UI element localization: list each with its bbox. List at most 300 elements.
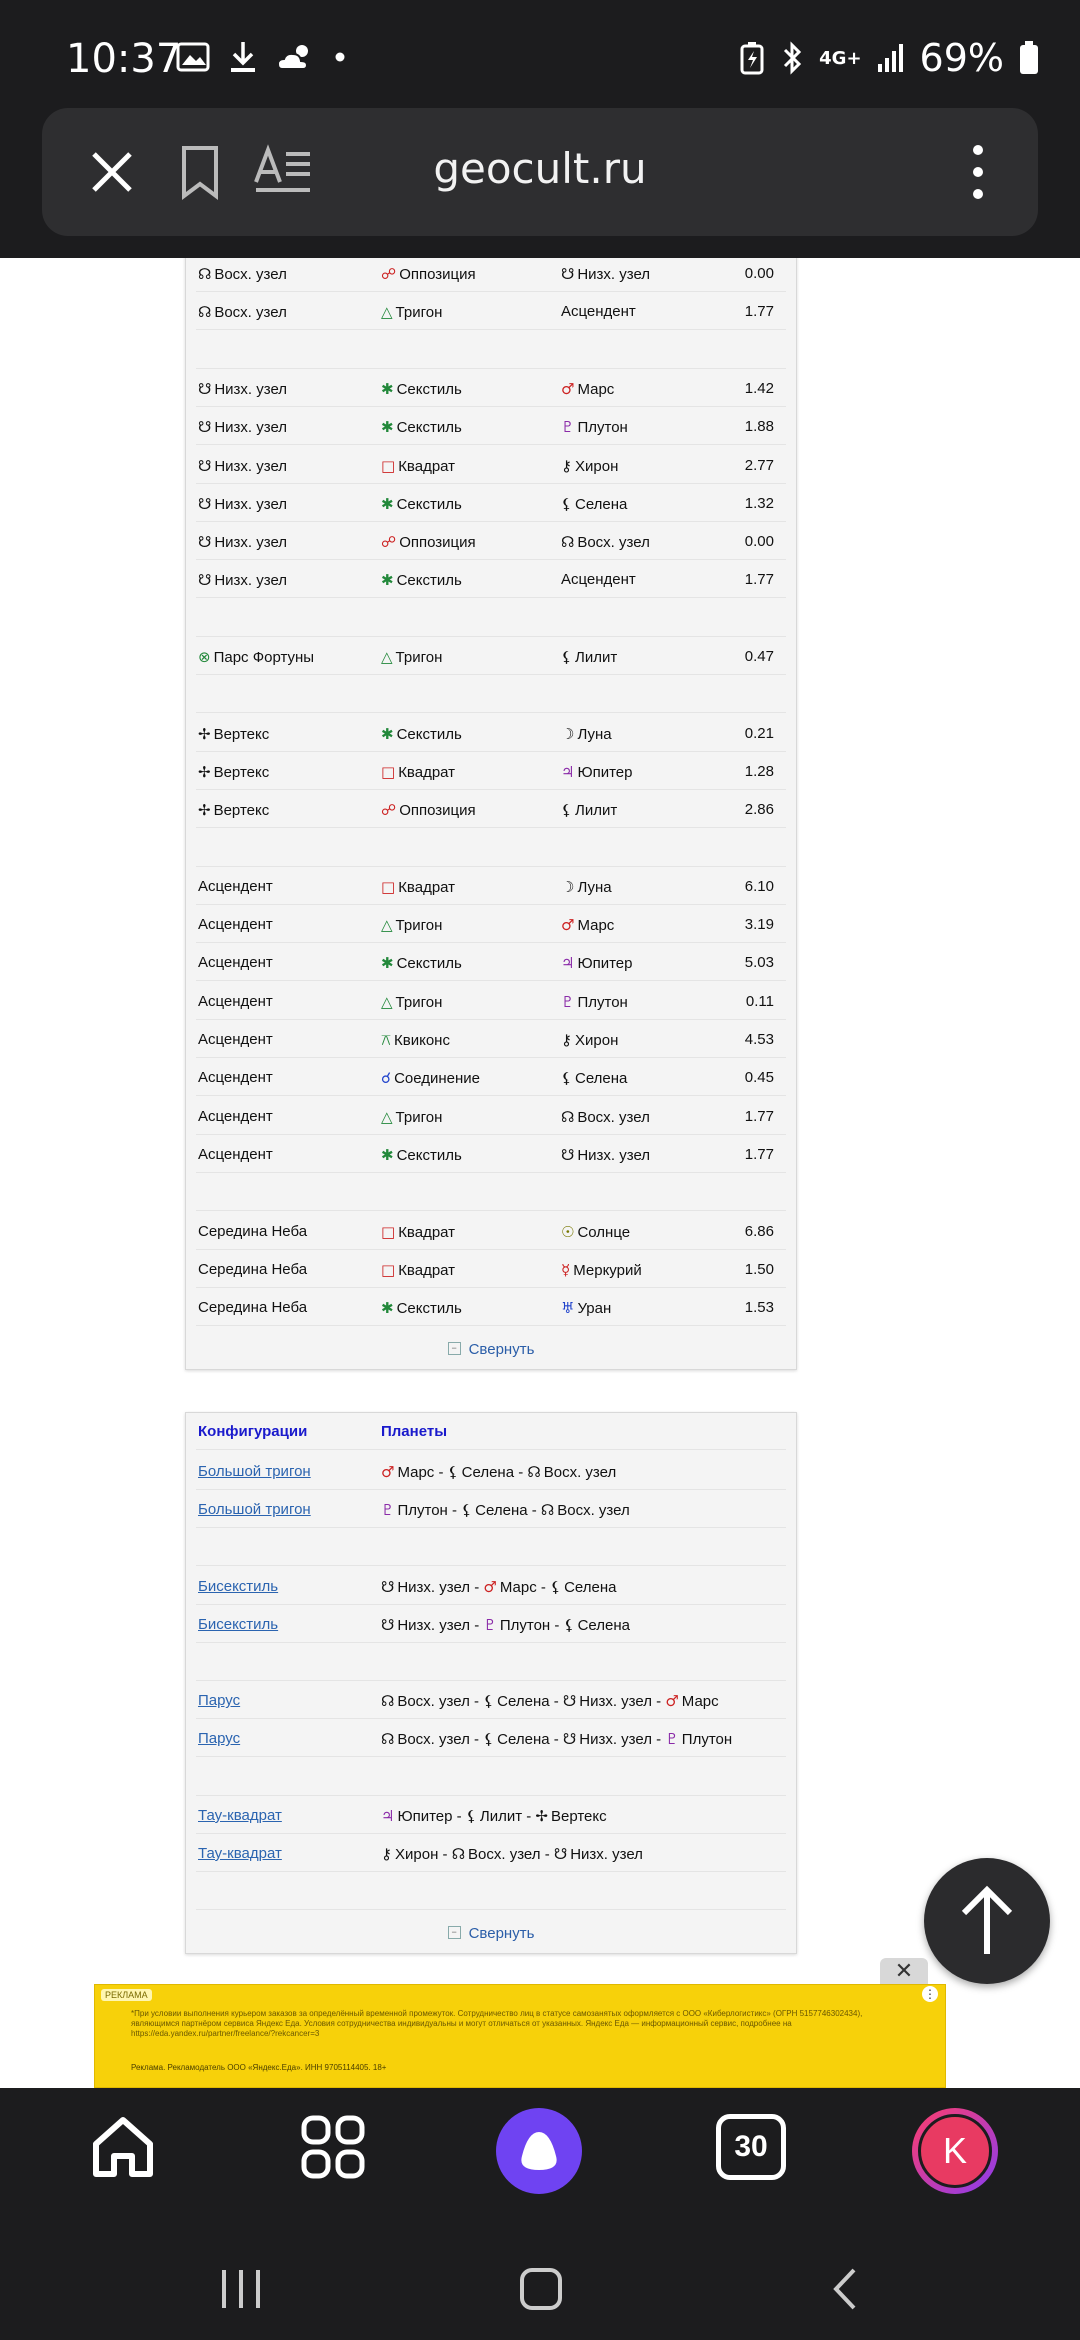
table-cell bbox=[198, 303, 287, 321]
table-cell bbox=[198, 954, 273, 971]
selena-lilith-icon: ⚸ bbox=[563, 1615, 575, 1634]
cell-label: Плутон bbox=[577, 993, 628, 1011]
vertex-icon: ✢ bbox=[198, 801, 211, 820]
cell-label: Низх. узел bbox=[214, 495, 288, 513]
table-cell bbox=[198, 457, 287, 475]
table-cell bbox=[381, 993, 442, 1011]
header-divider bbox=[196, 1449, 786, 1450]
table-row bbox=[196, 1057, 786, 1096]
orb-value: 0.47 bbox=[744, 648, 774, 665]
sextile-icon: ✱ bbox=[381, 954, 394, 973]
ad-legal: Реклама. Рекламодатель ООО «Яндекс.Еда». ИНН 9705114405. 18+ bbox=[131, 2063, 387, 2072]
south-node-icon: ☋ bbox=[381, 1577, 395, 1596]
table-cell bbox=[561, 801, 617, 819]
cell-label: Асцендент bbox=[198, 1107, 273, 1125]
square-icon: □ bbox=[381, 456, 396, 475]
table-cell bbox=[381, 725, 462, 743]
weather-icon bbox=[276, 41, 316, 73]
table-cell bbox=[561, 763, 633, 781]
selena-lilith-icon: ⚸ bbox=[483, 1730, 495, 1749]
cell-label: Тригон bbox=[395, 1108, 443, 1126]
table-row bbox=[196, 1718, 786, 1757]
table-cell bbox=[198, 763, 269, 781]
cell-label: Оппозиция bbox=[399, 534, 476, 552]
vertex-icon: ✢ bbox=[198, 762, 211, 781]
spacer-row bbox=[196, 1172, 786, 1211]
cell-label: Асцендент bbox=[198, 916, 273, 934]
cell-label: Селена bbox=[575, 495, 628, 513]
planet-name: Селена bbox=[497, 1731, 550, 1749]
cell-label: Плутон bbox=[577, 419, 628, 437]
planet-name: Селена bbox=[461, 1464, 515, 1481]
table-cell bbox=[381, 1261, 455, 1279]
table-row bbox=[196, 521, 786, 560]
north-node-icon: ☊ bbox=[561, 1107, 575, 1126]
cell-label: Хирон bbox=[575, 1032, 619, 1049]
status-bar bbox=[0, 0, 1080, 108]
orb-value: 1.32 bbox=[744, 494, 774, 512]
cell-label: Секстиль bbox=[396, 955, 462, 973]
planet-name: Низх. узел bbox=[579, 1731, 652, 1749]
orb-value: 6.86 bbox=[744, 1222, 774, 1240]
apps-grid-icon[interactable] bbox=[296, 2110, 370, 2184]
planet-name: Восх. узел bbox=[397, 1731, 470, 1749]
cell-label: Восх. узел bbox=[577, 1108, 650, 1126]
cell-label: Низх. узел bbox=[214, 534, 288, 552]
planet-name: Низх. узел bbox=[397, 1578, 471, 1596]
table-row bbox=[196, 1680, 786, 1719]
table-cell bbox=[561, 1261, 642, 1279]
planet-name: Хирон bbox=[395, 1846, 439, 1863]
orb-value: 2.77 bbox=[744, 456, 774, 474]
spacer-row bbox=[196, 828, 786, 867]
cell-label: Низх. узел bbox=[214, 419, 288, 437]
collapse-icon: − bbox=[448, 1926, 461, 1939]
square-icon: □ bbox=[381, 762, 396, 781]
url-text[interactable]: geocult.ru bbox=[433, 144, 647, 193]
cell-label: Соединение bbox=[394, 1070, 481, 1088]
south-node-icon: ☋ bbox=[561, 1145, 575, 1164]
trine-icon: △ bbox=[381, 916, 393, 935]
table-cell bbox=[561, 1108, 650, 1126]
table-cell bbox=[198, 418, 287, 436]
cell-label: Вертекс bbox=[213, 763, 270, 781]
spacer-row bbox=[196, 1527, 786, 1566]
configuration-link[interactable]: Бисекстиль bbox=[198, 1577, 279, 1595]
north-node-icon: ☊ bbox=[198, 303, 212, 322]
network-type: 4G+ bbox=[819, 47, 862, 69]
table-cell bbox=[198, 801, 269, 819]
table-cell bbox=[561, 1146, 650, 1164]
chiron-icon: ⚷ bbox=[381, 1845, 392, 1863]
selena-lilith-icon: ⚸ bbox=[461, 1501, 473, 1520]
table-row bbox=[196, 789, 786, 828]
collapse-label[interactable]: Свернуть bbox=[468, 1925, 535, 1943]
table-cell bbox=[198, 1299, 307, 1316]
signal-icon bbox=[876, 42, 906, 74]
cell-label: Асцендент bbox=[561, 303, 636, 321]
table-cell bbox=[198, 1069, 273, 1086]
table-row bbox=[196, 713, 786, 752]
north-node-icon: ☊ bbox=[527, 1463, 541, 1481]
gallery-icon bbox=[176, 41, 210, 73]
orb-value: 1.77 bbox=[744, 1107, 774, 1125]
orb-value: 1.53 bbox=[744, 1299, 774, 1317]
table-row bbox=[196, 1566, 786, 1605]
configuration-link[interactable]: Парус bbox=[198, 1730, 241, 1748]
spacer-row bbox=[196, 1757, 786, 1796]
mercury-icon: ☿ bbox=[561, 1260, 571, 1279]
configuration-link[interactable]: Тау-квадрат bbox=[198, 1806, 282, 1824]
table-row bbox=[196, 904, 786, 943]
ad-menu-icon[interactable]: ⋮ bbox=[924, 1987, 936, 2001]
table-row bbox=[196, 559, 786, 598]
alice-icon bbox=[496, 2108, 582, 2194]
table-cell bbox=[561, 571, 636, 588]
configuration-link[interactable]: Бисекстиль bbox=[198, 1615, 279, 1633]
planet-name: Плутон bbox=[499, 1616, 551, 1634]
orb-value: 5.03 bbox=[744, 954, 774, 972]
collapse-label[interactable]: Свернуть bbox=[468, 1341, 535, 1359]
table-cell bbox=[198, 648, 314, 666]
cell-label: Секстиль bbox=[396, 1300, 462, 1318]
sextile-icon: ✱ bbox=[381, 571, 394, 590]
planet-name: Восх. узел bbox=[543, 1464, 617, 1481]
table-cell bbox=[198, 1146, 273, 1163]
planets-list: ☋ Низх. узел - ♇ Плутон - ⚸ Селена bbox=[381, 1615, 630, 1634]
south-node-icon: ☋ bbox=[561, 265, 575, 283]
page-content[interactable] bbox=[0, 258, 1080, 2088]
planets-list: ⚷ Хирон - ☊ Восх. узел - ☋ Низх. узел bbox=[381, 1845, 643, 1863]
sextile-icon: ✱ bbox=[381, 494, 394, 513]
table-cell bbox=[198, 916, 273, 933]
planet-name: Марс bbox=[499, 1578, 537, 1596]
header-planets: Планеты bbox=[381, 1423, 448, 1440]
profile-avatar[interactable] bbox=[912, 2108, 998, 2194]
table-cell bbox=[381, 763, 455, 781]
orb-value: 3.19 bbox=[744, 916, 774, 934]
cell-label: Восх. узел bbox=[214, 266, 287, 283]
planet-name: Селена bbox=[564, 1578, 617, 1596]
table-row bbox=[196, 1833, 786, 1872]
cell-label: Тригон bbox=[395, 649, 443, 666]
sun-icon: ☉ bbox=[561, 1222, 575, 1241]
table-row bbox=[196, 1019, 786, 1058]
south-node-icon: ☋ bbox=[198, 571, 212, 590]
south-node-icon: ☋ bbox=[553, 1845, 568, 1863]
cell-label: Оппозиция bbox=[399, 266, 476, 283]
table-cell bbox=[561, 878, 612, 896]
table-cell bbox=[198, 725, 269, 743]
spacer-row bbox=[196, 598, 786, 637]
table-cell bbox=[381, 418, 462, 436]
system-home-icon[interactable] bbox=[516, 2266, 566, 2312]
table-cell bbox=[561, 993, 628, 1011]
south-node-icon: ☋ bbox=[381, 1615, 395, 1634]
home-icon[interactable] bbox=[86, 2110, 160, 2184]
north-node-icon: ☊ bbox=[451, 1845, 466, 1863]
table-cell bbox=[381, 801, 476, 819]
cell-label: Асцендент bbox=[198, 877, 273, 895]
table-row bbox=[196, 866, 786, 905]
more-menu-icon[interactable] bbox=[958, 142, 998, 202]
selena-lilith-icon: ⚸ bbox=[561, 494, 572, 513]
pluto-icon: ♇ bbox=[561, 418, 575, 437]
cell-label: Асцендент bbox=[198, 992, 273, 1010]
opposition-icon: ☍ bbox=[381, 265, 397, 283]
orb-value: 0.00 bbox=[744, 533, 774, 551]
conjunction-icon: ☌ bbox=[381, 1069, 392, 1088]
cell-label: Асцендент bbox=[198, 1069, 273, 1087]
mars-icon: ♂ bbox=[381, 1463, 395, 1481]
cell-label: Асцендент bbox=[198, 954, 273, 972]
configuration-link[interactable]: Парус bbox=[198, 1692, 241, 1710]
cell-label: Уран bbox=[577, 1300, 612, 1318]
table-row bbox=[196, 751, 786, 790]
south-node-icon: ☋ bbox=[198, 533, 212, 552]
jupiter-icon: ♃ bbox=[561, 954, 575, 973]
table-cell bbox=[381, 265, 476, 283]
table-cell bbox=[198, 1261, 307, 1278]
planet-name: Селена bbox=[497, 1693, 550, 1711]
table-cell bbox=[381, 954, 462, 972]
spacer-row bbox=[196, 1642, 786, 1681]
orb-value: 1.77 bbox=[744, 303, 774, 321]
mars-icon: ♂ bbox=[561, 379, 575, 398]
selena-lilith-icon: ⚸ bbox=[447, 1463, 459, 1481]
table-cell bbox=[198, 878, 273, 895]
table-cell bbox=[381, 571, 462, 589]
pluto-icon: ♇ bbox=[483, 1615, 497, 1634]
cell-label: Асцендент bbox=[198, 1145, 273, 1163]
pluto-icon: ♇ bbox=[561, 992, 575, 1011]
address-bar[interactable] bbox=[42, 108, 1038, 236]
ad-text: *При условии выполнения курьером заказов за определённый временной промежуток. Сотрудничество лиц в статусе самозанятых оформляется с ООО «Киберлогистикс» (ОГРН 5157746302434), являющимся партнёром сервиса Яндекс Еда. Условия сотрудничества индивидуальны и могут отличаться от указанных. Яндекс Еда — информационный сервис, подробнее на https://eda.yandex.ru/partner/freelance/?rekcancer=3 bbox=[131, 2009, 863, 2038]
table-row bbox=[196, 258, 786, 292]
planet-name: Восх. узел bbox=[397, 1693, 470, 1711]
ad-close-button[interactable]: ✕ bbox=[880, 1958, 928, 1984]
scroll-to-top-button[interactable] bbox=[924, 1858, 1050, 1984]
planet-name: Низх. узел bbox=[397, 1616, 471, 1634]
sextile-icon: ✱ bbox=[381, 1145, 394, 1164]
cell-label: Юпитер bbox=[577, 763, 633, 781]
orb-value: 2.86 bbox=[744, 801, 774, 819]
table-row bbox=[196, 1134, 786, 1173]
table-cell bbox=[198, 993, 273, 1010]
table-cell bbox=[561, 1069, 627, 1087]
chiron-icon: ⚷ bbox=[561, 456, 572, 475]
table-cell bbox=[561, 303, 636, 320]
table-cell bbox=[561, 1031, 618, 1049]
planet-name: Восх. узел bbox=[468, 1846, 541, 1863]
ad-badge: РЕКЛАМА bbox=[101, 1989, 152, 2001]
table-cell bbox=[381, 303, 442, 321]
back-icon[interactable] bbox=[822, 2266, 872, 2312]
selena-lilith-icon: ⚸ bbox=[483, 1692, 495, 1711]
table-row bbox=[196, 445, 786, 484]
alice-assistant-button[interactable] bbox=[496, 2108, 582, 2194]
cell-label: Вертекс bbox=[213, 802, 270, 820]
north-node-icon: ☊ bbox=[561, 533, 575, 552]
configuration-link[interactable]: Тау-квадрат bbox=[198, 1845, 282, 1862]
cell-label: Секстиль bbox=[396, 495, 462, 513]
battery-percent: 69% bbox=[919, 36, 1004, 80]
configuration-link[interactable]: Большой тригон bbox=[198, 1501, 311, 1519]
planet-name: Вертекс bbox=[551, 1807, 607, 1825]
bottom-navigation bbox=[0, 2088, 1080, 2340]
spacer-row bbox=[196, 330, 786, 369]
table-row bbox=[196, 291, 786, 330]
opposition-icon: ☍ bbox=[381, 801, 397, 820]
cell-label: Асцендент bbox=[561, 571, 636, 589]
table-cell bbox=[561, 1299, 611, 1317]
table-cell bbox=[198, 1031, 273, 1048]
orb-value: 1.28 bbox=[744, 762, 774, 780]
cell-label: Квиконс bbox=[394, 1032, 450, 1049]
selena-lilith-icon: ⚸ bbox=[465, 1806, 477, 1825]
table-cell bbox=[381, 878, 455, 896]
table-cell bbox=[381, 1223, 455, 1241]
orb-value: 6.10 bbox=[744, 877, 774, 895]
selena-lilith-icon: ⚸ bbox=[561, 1069, 572, 1088]
south-node-icon: ☋ bbox=[198, 494, 212, 513]
orb-value: 1.50 bbox=[744, 1260, 774, 1278]
mars-icon: ♂ bbox=[561, 916, 575, 935]
table-cell bbox=[561, 1223, 630, 1241]
table-row bbox=[196, 1489, 786, 1528]
cell-label: Секстиль bbox=[396, 572, 462, 590]
cell-label: Солнце bbox=[577, 1223, 631, 1241]
table-cell bbox=[561, 648, 617, 666]
planet-name: Низх. узел bbox=[579, 1693, 652, 1711]
sextile-icon: ✱ bbox=[381, 418, 394, 437]
table-cell bbox=[561, 418, 628, 436]
recent-apps-icon[interactable] bbox=[216, 2266, 266, 2312]
collapse-link[interactable] bbox=[186, 1925, 796, 1942]
table-cell bbox=[561, 380, 614, 398]
cell-label: Вертекс bbox=[213, 725, 270, 743]
cell-label: Низх. узел bbox=[577, 1146, 651, 1164]
arrow-up-icon bbox=[924, 1858, 1050, 1984]
table-cell bbox=[198, 495, 287, 513]
planet-name: Марс bbox=[681, 1693, 719, 1711]
aspects-table bbox=[185, 258, 797, 1370]
cell-label: Марс bbox=[577, 917, 615, 935]
square-icon: □ bbox=[381, 877, 396, 896]
cell-label: Середина Неба bbox=[198, 1260, 308, 1278]
table-row bbox=[196, 483, 786, 522]
cell-label: Восх. узел bbox=[577, 534, 650, 552]
cell-label: Квадрат bbox=[398, 457, 456, 475]
table-cell bbox=[561, 725, 612, 743]
planets-list: ☋ Низх. узел - ♂ Марс - ⚸ Селена bbox=[381, 1577, 617, 1596]
configuration-link[interactable]: Большой тригон bbox=[198, 1463, 311, 1480]
profile-letter: K bbox=[918, 2114, 992, 2188]
planet-name: Юпитер bbox=[397, 1807, 453, 1825]
table-row bbox=[196, 1287, 786, 1326]
cell-label: Восх. узел bbox=[214, 304, 287, 322]
table-row bbox=[196, 1249, 786, 1288]
cell-label: Середина Неба bbox=[198, 1299, 308, 1317]
square-icon: □ bbox=[381, 1222, 396, 1241]
table-cell bbox=[381, 457, 455, 475]
cell-label: Квадрат bbox=[398, 1223, 456, 1241]
collapse-link[interactable] bbox=[186, 1341, 796, 1358]
table-cell bbox=[198, 533, 287, 551]
cell-label: Луна bbox=[577, 725, 612, 743]
cell-label: Тригон bbox=[395, 993, 443, 1011]
table-cell bbox=[381, 648, 442, 666]
pluto-icon: ♇ bbox=[381, 1501, 395, 1520]
planet-name: Плутон bbox=[681, 1731, 733, 1749]
moon-icon: ☽ bbox=[561, 877, 575, 896]
cell-label: Марс bbox=[577, 380, 615, 398]
chiron-icon: ⚷ bbox=[561, 1031, 572, 1049]
planets-list: ♃ Юпитер - ⚸ Лилит - ✢ Вертекс bbox=[381, 1806, 607, 1825]
cell-label: Секстиль bbox=[396, 1146, 462, 1164]
table-cell bbox=[381, 495, 462, 513]
table-cell bbox=[198, 571, 287, 589]
table-row bbox=[196, 368, 786, 407]
planet-name: Лилит bbox=[479, 1807, 523, 1825]
cell-label: Хирон bbox=[575, 457, 619, 475]
orb-value: 1.77 bbox=[744, 571, 774, 589]
orb-value: 1.42 bbox=[744, 379, 774, 397]
selena-lilith-icon: ⚸ bbox=[550, 1577, 562, 1596]
table-row bbox=[196, 1096, 786, 1135]
planet-name: Марс bbox=[397, 1464, 435, 1481]
jupiter-icon: ♃ bbox=[381, 1806, 395, 1825]
table-row bbox=[196, 636, 786, 675]
selena-lilith-icon: ⚸ bbox=[561, 648, 572, 666]
cell-label: Тригон bbox=[395, 304, 443, 322]
ad-banner[interactable] bbox=[94, 1984, 946, 2088]
planet-name: Низх. узел bbox=[570, 1846, 643, 1863]
pluto-icon: ♇ bbox=[665, 1730, 679, 1749]
table-cell bbox=[198, 380, 287, 398]
cell-label: Меркурий bbox=[573, 1261, 642, 1279]
opposition-icon: ☍ bbox=[381, 533, 397, 552]
tabs-counter-button[interactable]: 30 bbox=[716, 2114, 786, 2180]
orb-value: 0.11 bbox=[745, 992, 774, 1010]
orb-value: 0.00 bbox=[744, 265, 774, 282]
quincunx-icon: ⚻ bbox=[381, 1031, 391, 1049]
table-cell bbox=[561, 533, 650, 551]
battery-saver-icon bbox=[739, 41, 765, 75]
orb-value: 4.53 bbox=[744, 1031, 774, 1048]
cell-label: Луна bbox=[577, 878, 612, 896]
cell-label: Юпитер bbox=[577, 955, 633, 973]
table-cell bbox=[561, 265, 650, 283]
download-icon bbox=[228, 40, 258, 74]
orb-value: 1.88 bbox=[744, 418, 774, 436]
south-node-icon: ☋ bbox=[198, 379, 212, 398]
planets-list: ☊ Восх. узел - ⚸ Селена - ☋ Низх. узел - ♇ Плутон bbox=[381, 1730, 733, 1749]
mars-icon: ♂ bbox=[665, 1692, 679, 1711]
table-cell bbox=[381, 1299, 462, 1317]
sextile-icon: ✱ bbox=[381, 379, 394, 398]
cell-label: Лилит bbox=[575, 649, 618, 666]
cell-label: Секстиль bbox=[396, 419, 462, 437]
planet-name: Плутон bbox=[397, 1502, 448, 1520]
cell-label: Секстиль bbox=[396, 380, 462, 398]
north-node-icon: ☊ bbox=[381, 1730, 395, 1749]
status-system-icons bbox=[739, 36, 1040, 80]
sextile-icon: ✱ bbox=[381, 724, 394, 743]
table-row bbox=[196, 1795, 786, 1834]
cell-label: Оппозиция bbox=[399, 802, 476, 820]
south-node-icon: ☋ bbox=[562, 1730, 577, 1749]
